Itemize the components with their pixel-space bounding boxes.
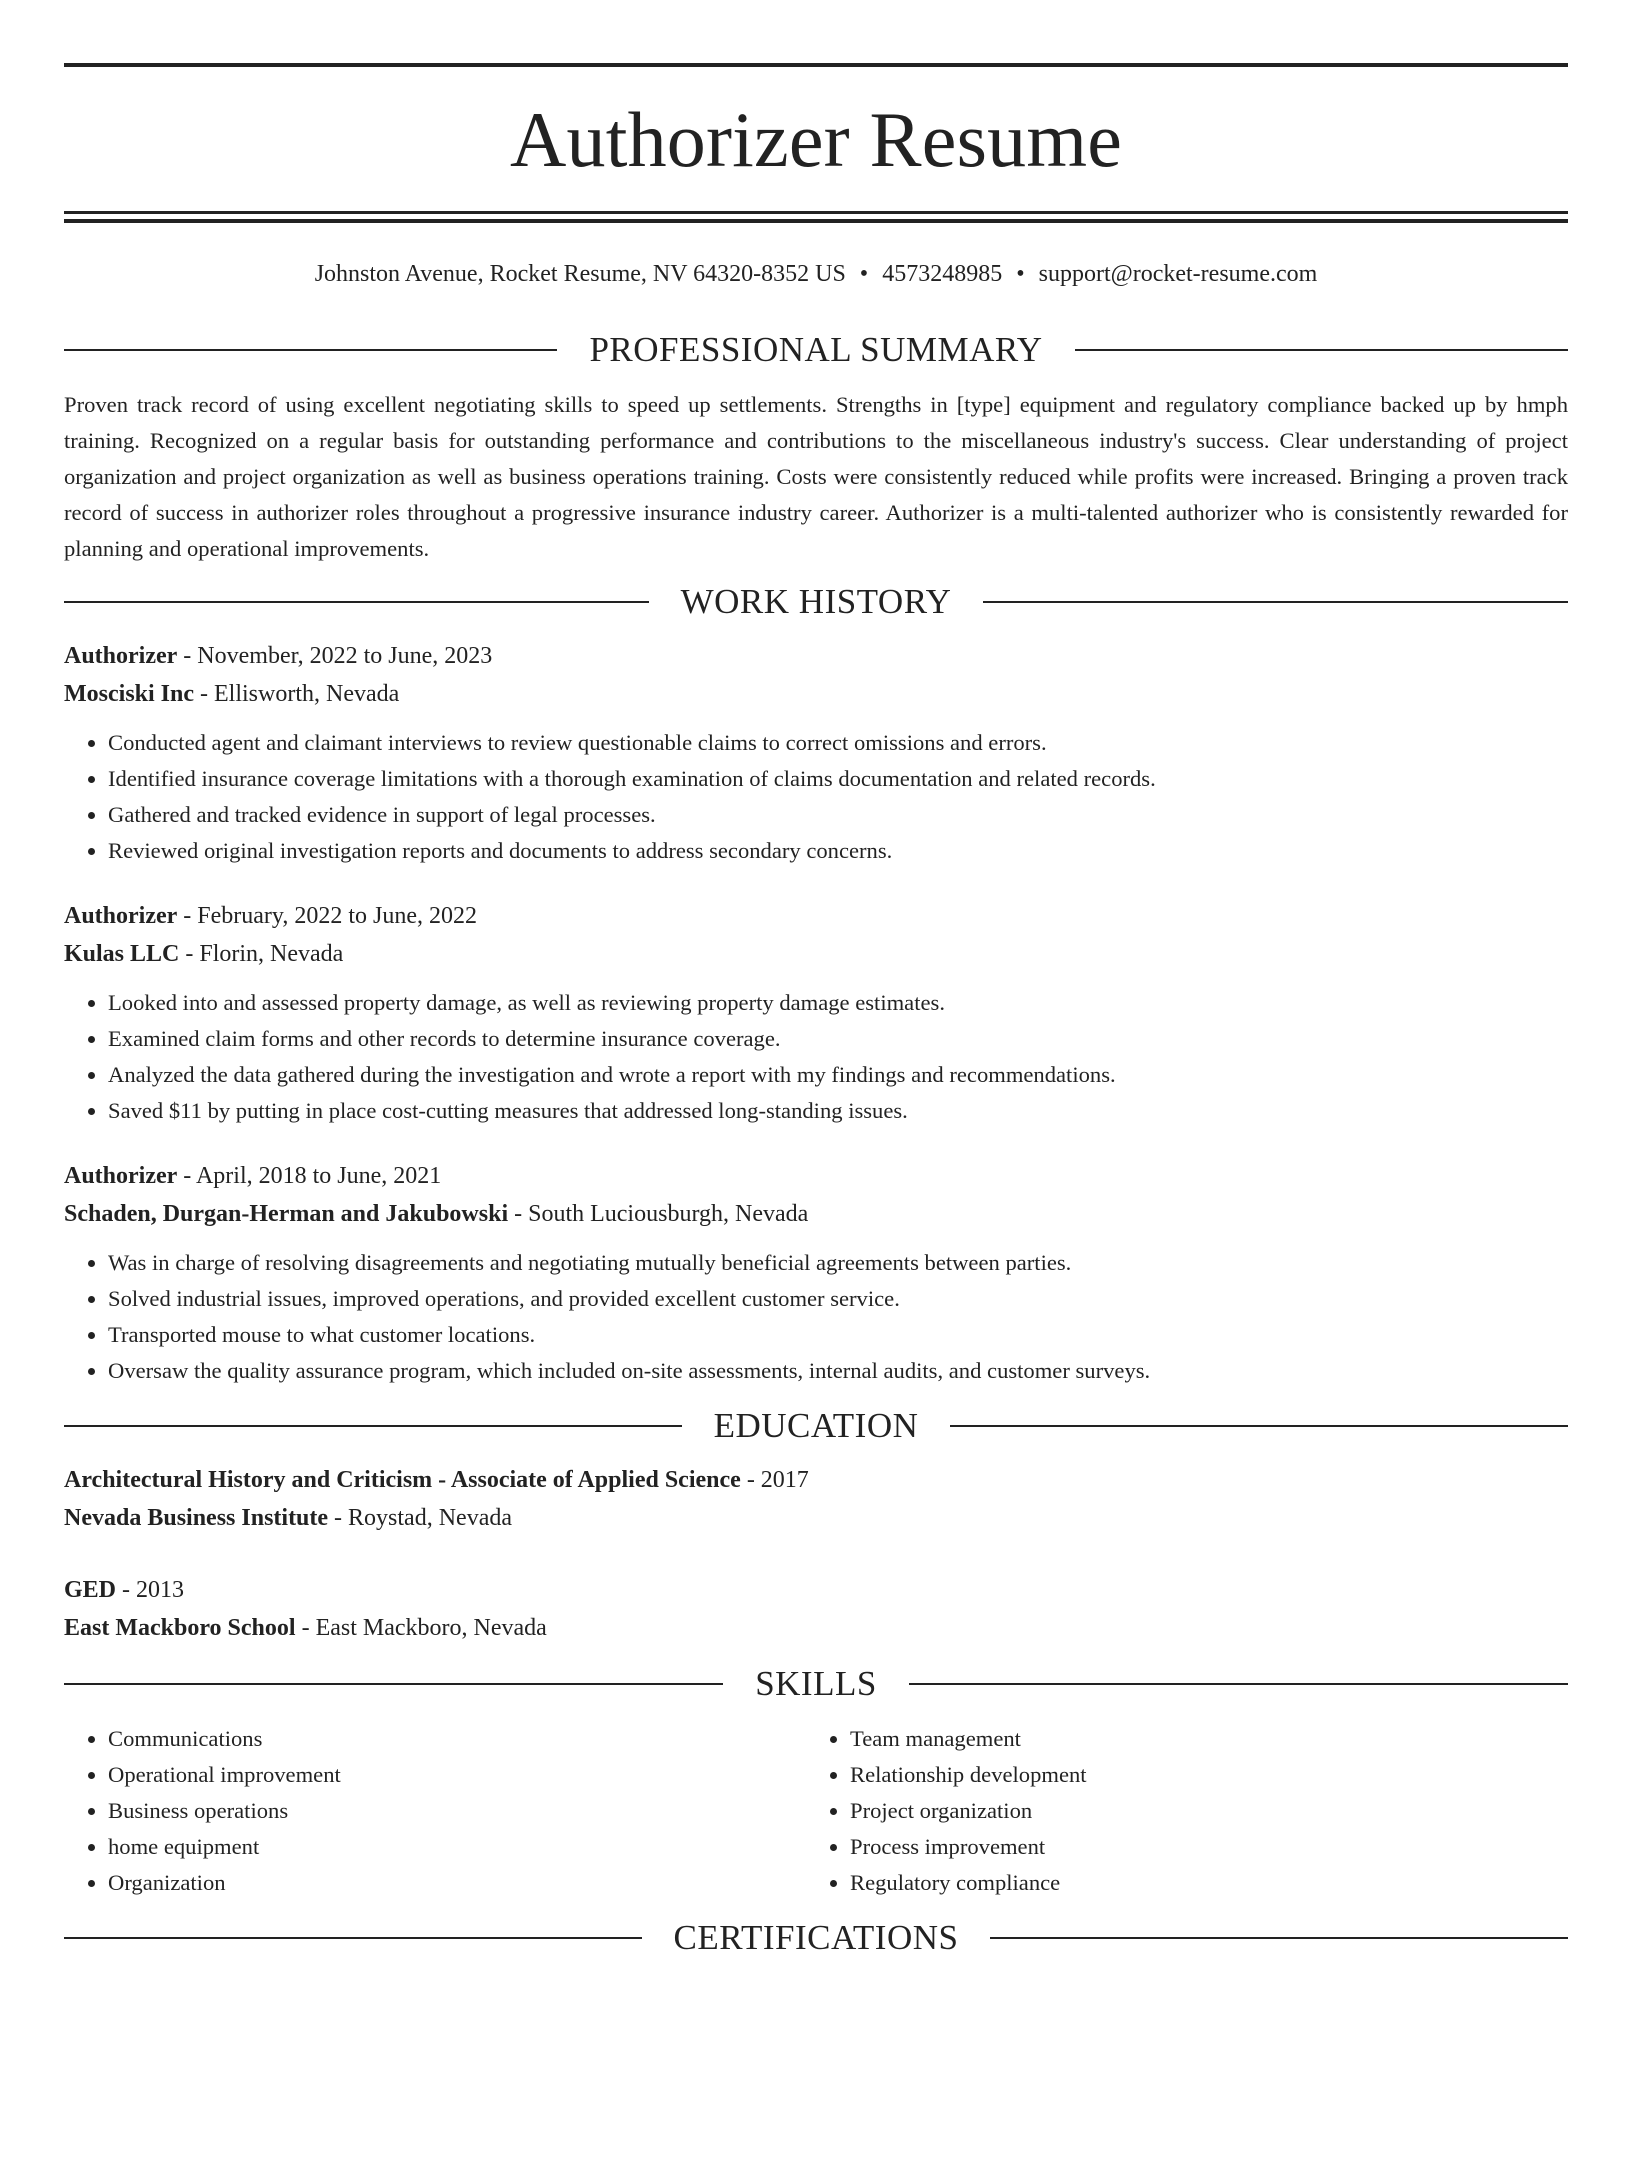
list-item: • Identified insurance coverage limitations with a thorough examination of claims documentation and related records. — [108, 761, 1568, 797]
section-heading-summary — [64, 329, 1568, 371]
job-location: - Ellisworth, Nevada — [194, 681, 400, 707]
list-item: • Examined claim forms and other records to determine insurance coverage. — [108, 1021, 1568, 1057]
education-entry — [64, 1571, 1568, 1647]
job-title: Authorizer — [64, 643, 178, 669]
job-company-line — [64, 1195, 1568, 1233]
job-company: Schaden, Durgan-Herman and Jakubowski — [64, 1201, 509, 1227]
heading-rule — [1075, 349, 1568, 351]
list-item: • Was in charge of resolving disagreements and negotiating mutually beneficial agreements between parties. — [108, 1245, 1568, 1281]
list-item: • Business operations — [108, 1793, 806, 1829]
resume-page — [0, 63, 1632, 2175]
section-heading-work — [64, 581, 1568, 623]
job-entry — [64, 1157, 1568, 1389]
education-degree: GED — [64, 1577, 117, 1603]
section-heading-education — [64, 1405, 1568, 1447]
skills-grid — [64, 1721, 1568, 1901]
contact-email[interactable]: support@rocket-resume.com — [1038, 261, 1318, 287]
list-item: • Conducted agent and claimant interviews to review questionable claims to correct omissions and errors. — [108, 725, 1568, 761]
job-bullets — [64, 985, 1568, 1129]
job-dates: - February, 2022 to June, 2022 — [177, 903, 478, 929]
education-location: - Roystad, Nevada — [328, 1505, 512, 1531]
list-item: • Project organization — [850, 1793, 1548, 1829]
list-item: • Regulatory compliance — [850, 1865, 1548, 1901]
list-item: • home equipment — [108, 1829, 806, 1865]
heading-rule — [64, 349, 557, 351]
job-dates: - April, 2018 to June, 2021 — [177, 1163, 442, 1189]
contact-separator: • — [859, 261, 869, 287]
list-item: • Transported mouse to what customer locations. — [108, 1317, 1568, 1353]
list-item: • Gathered and tracked evidence in support of legal processes. — [108, 797, 1568, 833]
education-entry — [64, 1461, 1568, 1537]
education-school: East Mackboro School — [64, 1615, 296, 1641]
contact-address: Johnston Avenue, Rocket Resume, NV 64320-8352 US — [314, 261, 846, 287]
list-item: • Process improvement — [850, 1829, 1548, 1865]
list-item: • Organization — [108, 1865, 806, 1901]
education-degree-line — [64, 1461, 1568, 1499]
heading-rule — [64, 1937, 642, 1939]
section-title: PROFESSIONAL SUMMARY — [589, 330, 1043, 369]
section-title: WORK HISTORY — [680, 582, 952, 621]
job-company: Mosciski Inc — [64, 681, 195, 707]
education-degree-line — [64, 1571, 1568, 1609]
job-entry — [64, 637, 1568, 869]
contact-phone: 4573248985 — [882, 261, 1003, 287]
list-item: • Relationship development — [850, 1757, 1548, 1793]
heading-rule — [909, 1683, 1568, 1685]
summary-paragraph: Proven track record of using excellent negotiating skills to speed up settlements. Strengths in [type] equipment and regulatory compliance backed up by hmph training. Recognized on a regular basis for outstanding performance and contributions to the miscellaneous industry's success. Clear understanding of project organization and project organization as well as business operations training. Costs were consistently reduced while profits were increased. Bringing a proven track record of success in authorizer roles throughout a progressive insurance industry career. Authorizer is a multi-talented authorizer who is consistently rewarded for planning and operational improvements. — [64, 392, 1568, 561]
heading-rule — [990, 1937, 1568, 1939]
list-item: • Communications — [108, 1721, 806, 1757]
section-title: EDUCATION — [713, 1406, 919, 1445]
contact-separator: • — [1016, 261, 1025, 287]
skills-column-right — [806, 1721, 1548, 1901]
section-title: CERTIFICATIONS — [673, 1918, 959, 1957]
education-location: - East Mackboro, Nevada — [295, 1615, 547, 1641]
education-year: - 2013 — [116, 1577, 185, 1603]
job-entry — [64, 897, 1568, 1129]
top-rule — [64, 63, 1568, 67]
list-item: • Operational improvement — [108, 1757, 806, 1793]
job-company: Kulas LLC — [64, 941, 180, 967]
list-item: • Analyzed the data gathered during the investigation and wrote a report with my findings and recommendations. — [108, 1057, 1568, 1093]
job-title: Authorizer — [64, 1163, 178, 1189]
heading-rule — [64, 1683, 723, 1685]
heading-rule — [950, 1425, 1568, 1427]
list-item: • Oversaw the quality assurance program, which included on-site assessments, internal audits, and customer surveys. — [108, 1353, 1568, 1389]
job-title-line — [64, 897, 1568, 935]
education-degree: Architectural History and Criticism - Associate of Applied Science — [64, 1467, 741, 1493]
education-school: Nevada Business Institute — [64, 1505, 329, 1531]
contact-line — [64, 259, 1568, 289]
list-item: • Solved industrial issues, improved operations, and provided excellent customer service. — [108, 1281, 1568, 1317]
job-bullets — [64, 725, 1568, 869]
section-heading-certifications — [64, 1917, 1568, 1959]
list-item: • Saved $11 by putting in place cost-cutting measures that addressed long-standing issues. — [108, 1093, 1568, 1129]
job-dates: - November, 2022 to June, 2023 — [177, 643, 493, 669]
job-company-line — [64, 935, 1568, 973]
list-item: • Looked into and assessed property damage, as well as reviewing property damage estimates. — [108, 985, 1568, 1021]
education-year: - 2017 — [740, 1467, 809, 1493]
section-heading-skills — [64, 1663, 1568, 1705]
list-item: • Team management — [850, 1721, 1548, 1757]
job-location: - South Luciousburgh, Nevada — [508, 1201, 809, 1227]
section-title: SKILLS — [755, 1664, 877, 1703]
double-rule — [64, 211, 1568, 223]
job-location: - Florin, Nevada — [179, 941, 344, 967]
list-item: • Reviewed original investigation reports and documents to address secondary concerns. — [108, 833, 1568, 869]
job-bullets — [64, 1245, 1568, 1389]
heading-rule — [64, 601, 649, 603]
job-title: Authorizer — [64, 903, 178, 929]
education-school-line — [64, 1499, 1568, 1537]
heading-rule — [983, 601, 1568, 603]
job-title-line — [64, 1157, 1568, 1195]
job-title-line — [64, 637, 1568, 675]
job-company-line — [64, 675, 1568, 713]
resume-title: Authorizer Resume — [509, 96, 1123, 183]
education-school-line — [64, 1609, 1568, 1647]
heading-rule — [64, 1425, 682, 1427]
skills-column-left — [64, 1721, 806, 1901]
